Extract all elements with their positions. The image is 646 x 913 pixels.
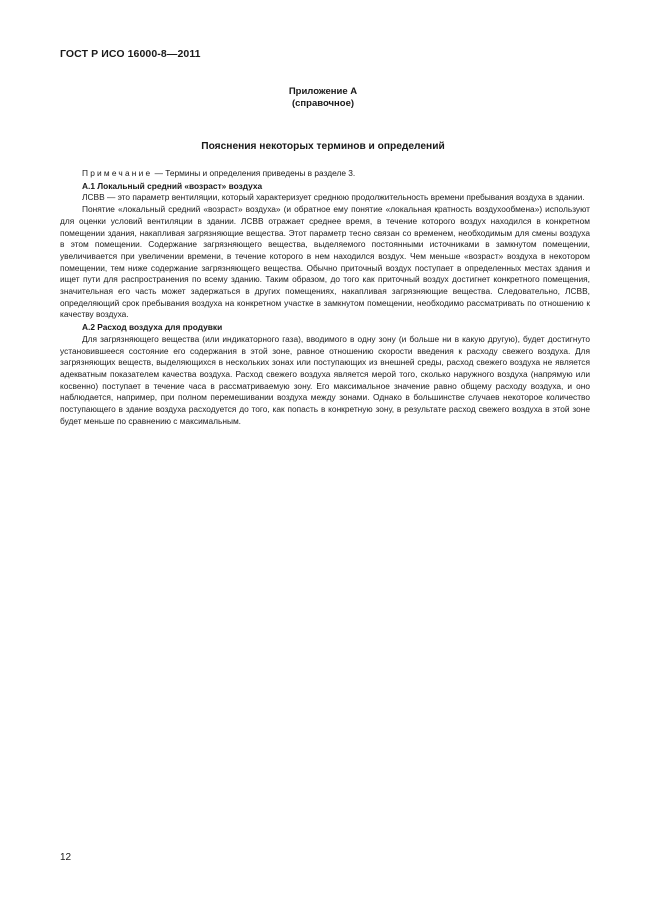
note xyxy=(60,168,590,180)
document-header: ГОСТ Р ИСО 16000-8—2011 xyxy=(60,48,201,60)
document-body xyxy=(60,168,590,427)
note-text: — Термины и определения приведены в разделе 3. xyxy=(152,168,356,178)
section-a2-paragraph-1: Для загрязняющего вещества (или индикаторного газа), вводимого в одну зону (и больше ни в какую другую), будет достигнуто установившееся состояние его содержания в этой зоне, равное отношению скорости введения к расходу свежего воздуха. Для загрязняющих веществ, выделяющихся в нескольких зонах или поступающих из внешней среды, расход свежего воздуха не является адекватным показателем качества воздуха. Расход свежего воздуха является мерой того, сколько наружного воздуха (напрямую или косвенно) поступает в течение часа в рассматриваемую зону. Его максимальное значение равно общему расходу воздуха, и оно наблюдается, например, при полном перемешивании воздуха между зонами. Однако в большинстве случаев некоторое количество поступающего в здание воздуха расходуется до того, как попасть в конкретную зону, в результате расход свежего воздуха в этой зоне будет меньше по сравнению с максимальным. xyxy=(60,333,590,426)
appendix-type: (справочное) xyxy=(291,98,355,109)
note-label: Примечание xyxy=(82,168,153,178)
appendix-block xyxy=(0,86,646,110)
section-a1-paragraph-2: Понятие «локальный средний «возраст» воздуха» (и обратное ему понятие «локальная кратность воздухообмена») используют для оценки условий вентиляции в здании. ЛСВВ отражает среднее время, в течение которого воздух находился в конкретном помещении здания, накапливая загрязняющие вещества. Этот параметр тесно связан со временем, необходимым для смены воздуха в этом помещении. Содержание загрязняющего вещества, выделяемого постоянными источниками в замкнутом помещении, увеличивается при увеличении времени, в течение которого в нем находился воздух. Чем меньше «возраст» воздуха в некотором помещении, тем ниже содержание загрязняющего вещества. Обычно приточный воздух поступает в определенных местах здания и ищет пути для распространения по всему зданию. Таким образом, до того как приточный воздух достигнет конкретного помещения, значительная его часть может задержаться в других помещениях, накапливая загрязняющие вещества. Следовательно, ЛСВВ, определяющий срок пребывания воздуха на конкретном участке в замкнутом помещении, необходимо рассматривать по отношению к качеству воздуха. xyxy=(60,204,590,320)
appendix-title: Приложение А xyxy=(288,86,358,97)
section-title: Пояснения некоторых терминов и определений xyxy=(201,141,445,152)
section-a1-paragraph-1: ЛСВВ — это параметр вентиляции, который характеризует среднюю продолжительность времени пребывания воздуха в здании. xyxy=(82,192,585,203)
section-a2-heading: А.2 Расход воздуха для продувки xyxy=(82,322,223,333)
page-number: 12 xyxy=(60,852,72,863)
section-a1-heading: А.1 Локальный средний «возраст» воздуха xyxy=(82,180,263,191)
